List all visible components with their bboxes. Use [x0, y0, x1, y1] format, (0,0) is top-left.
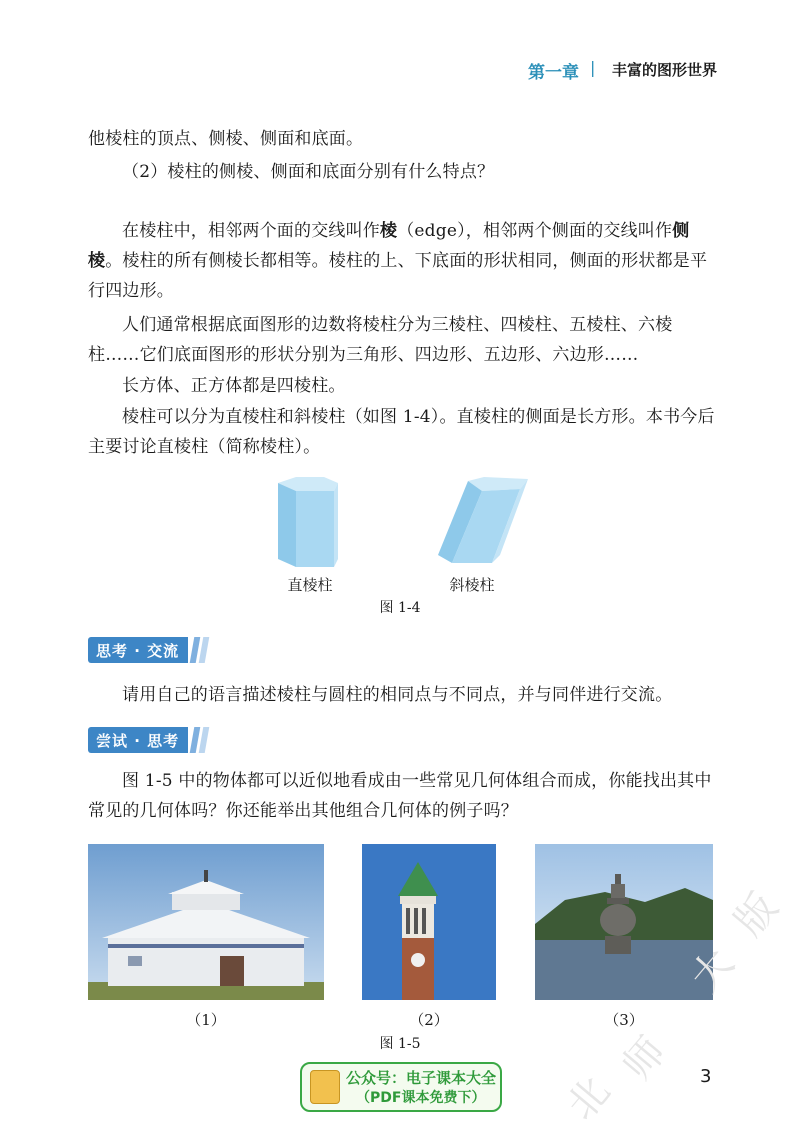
header-separator: | — [590, 58, 596, 77]
watermark-char: 大 — [682, 940, 744, 1001]
section-tag-try-think — [88, 727, 208, 753]
photo-label-1: （1） — [186, 1011, 226, 1029]
label-right-prism: 直棱柱 — [287, 576, 333, 594]
chapter-label: 第一章 — [528, 63, 579, 83]
chapter-title: 丰富的图形世界 — [612, 61, 718, 79]
text-run: （edge），相邻两个侧面的交线叫作 — [397, 221, 673, 241]
figure-1-4-prisms — [270, 475, 540, 570]
question-2: （2）棱柱的侧棱、侧面和底面分别有什么特点？ — [122, 162, 495, 182]
figure-1-4-caption: 图 1-4 — [379, 600, 421, 616]
figure-1-5-caption: 图 1-5 — [379, 1036, 421, 1052]
right-prism-shape — [278, 477, 338, 567]
tag-stripe — [199, 727, 210, 753]
paragraph-continued: 他棱柱的顶点、侧棱、侧面和底面。 — [88, 129, 364, 149]
photo-yurt — [88, 844, 324, 1000]
page-number: 3 — [700, 1066, 712, 1087]
watermark-char: 师 — [614, 1028, 676, 1089]
label-oblique-prism: 斜棱柱 — [449, 576, 495, 594]
term-edge: 棱 — [380, 221, 398, 241]
watermark-char: 版 — [726, 884, 788, 945]
paragraph-edge-definition — [88, 216, 718, 306]
paragraph-right-oblique: 棱柱可以分为直棱柱和斜棱柱（如图 1-4）。直棱柱的侧面是长方形。本书今后主要讨论直棱柱（简称棱柱）。 — [88, 407, 715, 457]
tag-label: 尝试 · 思考 — [96, 732, 180, 750]
photo-stone-pagoda — [535, 844, 713, 1000]
watermark-char: 北 — [558, 1068, 620, 1129]
badge-line-1: 公众号：电子课本大全 — [346, 1069, 497, 1087]
badge-line-2: （PDF课本免费下） — [356, 1090, 486, 1106]
text-run: 在棱柱中，相邻两个面的交线叫作 — [122, 221, 380, 241]
section-tag-think-discuss — [88, 637, 208, 663]
photo-label-2: （2） — [409, 1011, 449, 1029]
oblique-prism-shape — [438, 477, 528, 563]
term-lateral-edge: 侧棱 — [88, 221, 690, 271]
running-header — [0, 58, 800, 82]
paragraph-cuboid: 长方体、正方体都是四棱柱。 — [122, 376, 346, 396]
tag-stripe — [199, 637, 210, 663]
try-think-text: 图 1-5 中的物体都可以近似地看成由一些常见几何体组合而成，你能找出其中常见的几何体吗？你还能举出其他组合几何体的例子吗？ — [88, 771, 712, 821]
wechat-badge — [300, 1062, 502, 1112]
photo-tower — [362, 844, 496, 1000]
paragraph-prism-types: 人们通常根据底面图形的边数将棱柱分为三棱柱、四棱柱、五棱柱、六棱柱……它们底面图形的形状分别为三角形、四边形、五边形、六边形…… — [88, 315, 673, 365]
tag-label: 思考 · 交流 — [96, 642, 180, 660]
text-run: 。棱柱的所有侧棱长都相等。棱柱的上、下底面的形状相同，侧面的形状都是平行四边形。 — [88, 251, 708, 301]
book-icon — [310, 1070, 340, 1104]
think-discuss-text: 请用自己的语言描述棱柱与圆柱的相同点与不同点，并与同伴进行交流。 — [122, 685, 673, 705]
photo-label-3: （3） — [604, 1011, 644, 1029]
